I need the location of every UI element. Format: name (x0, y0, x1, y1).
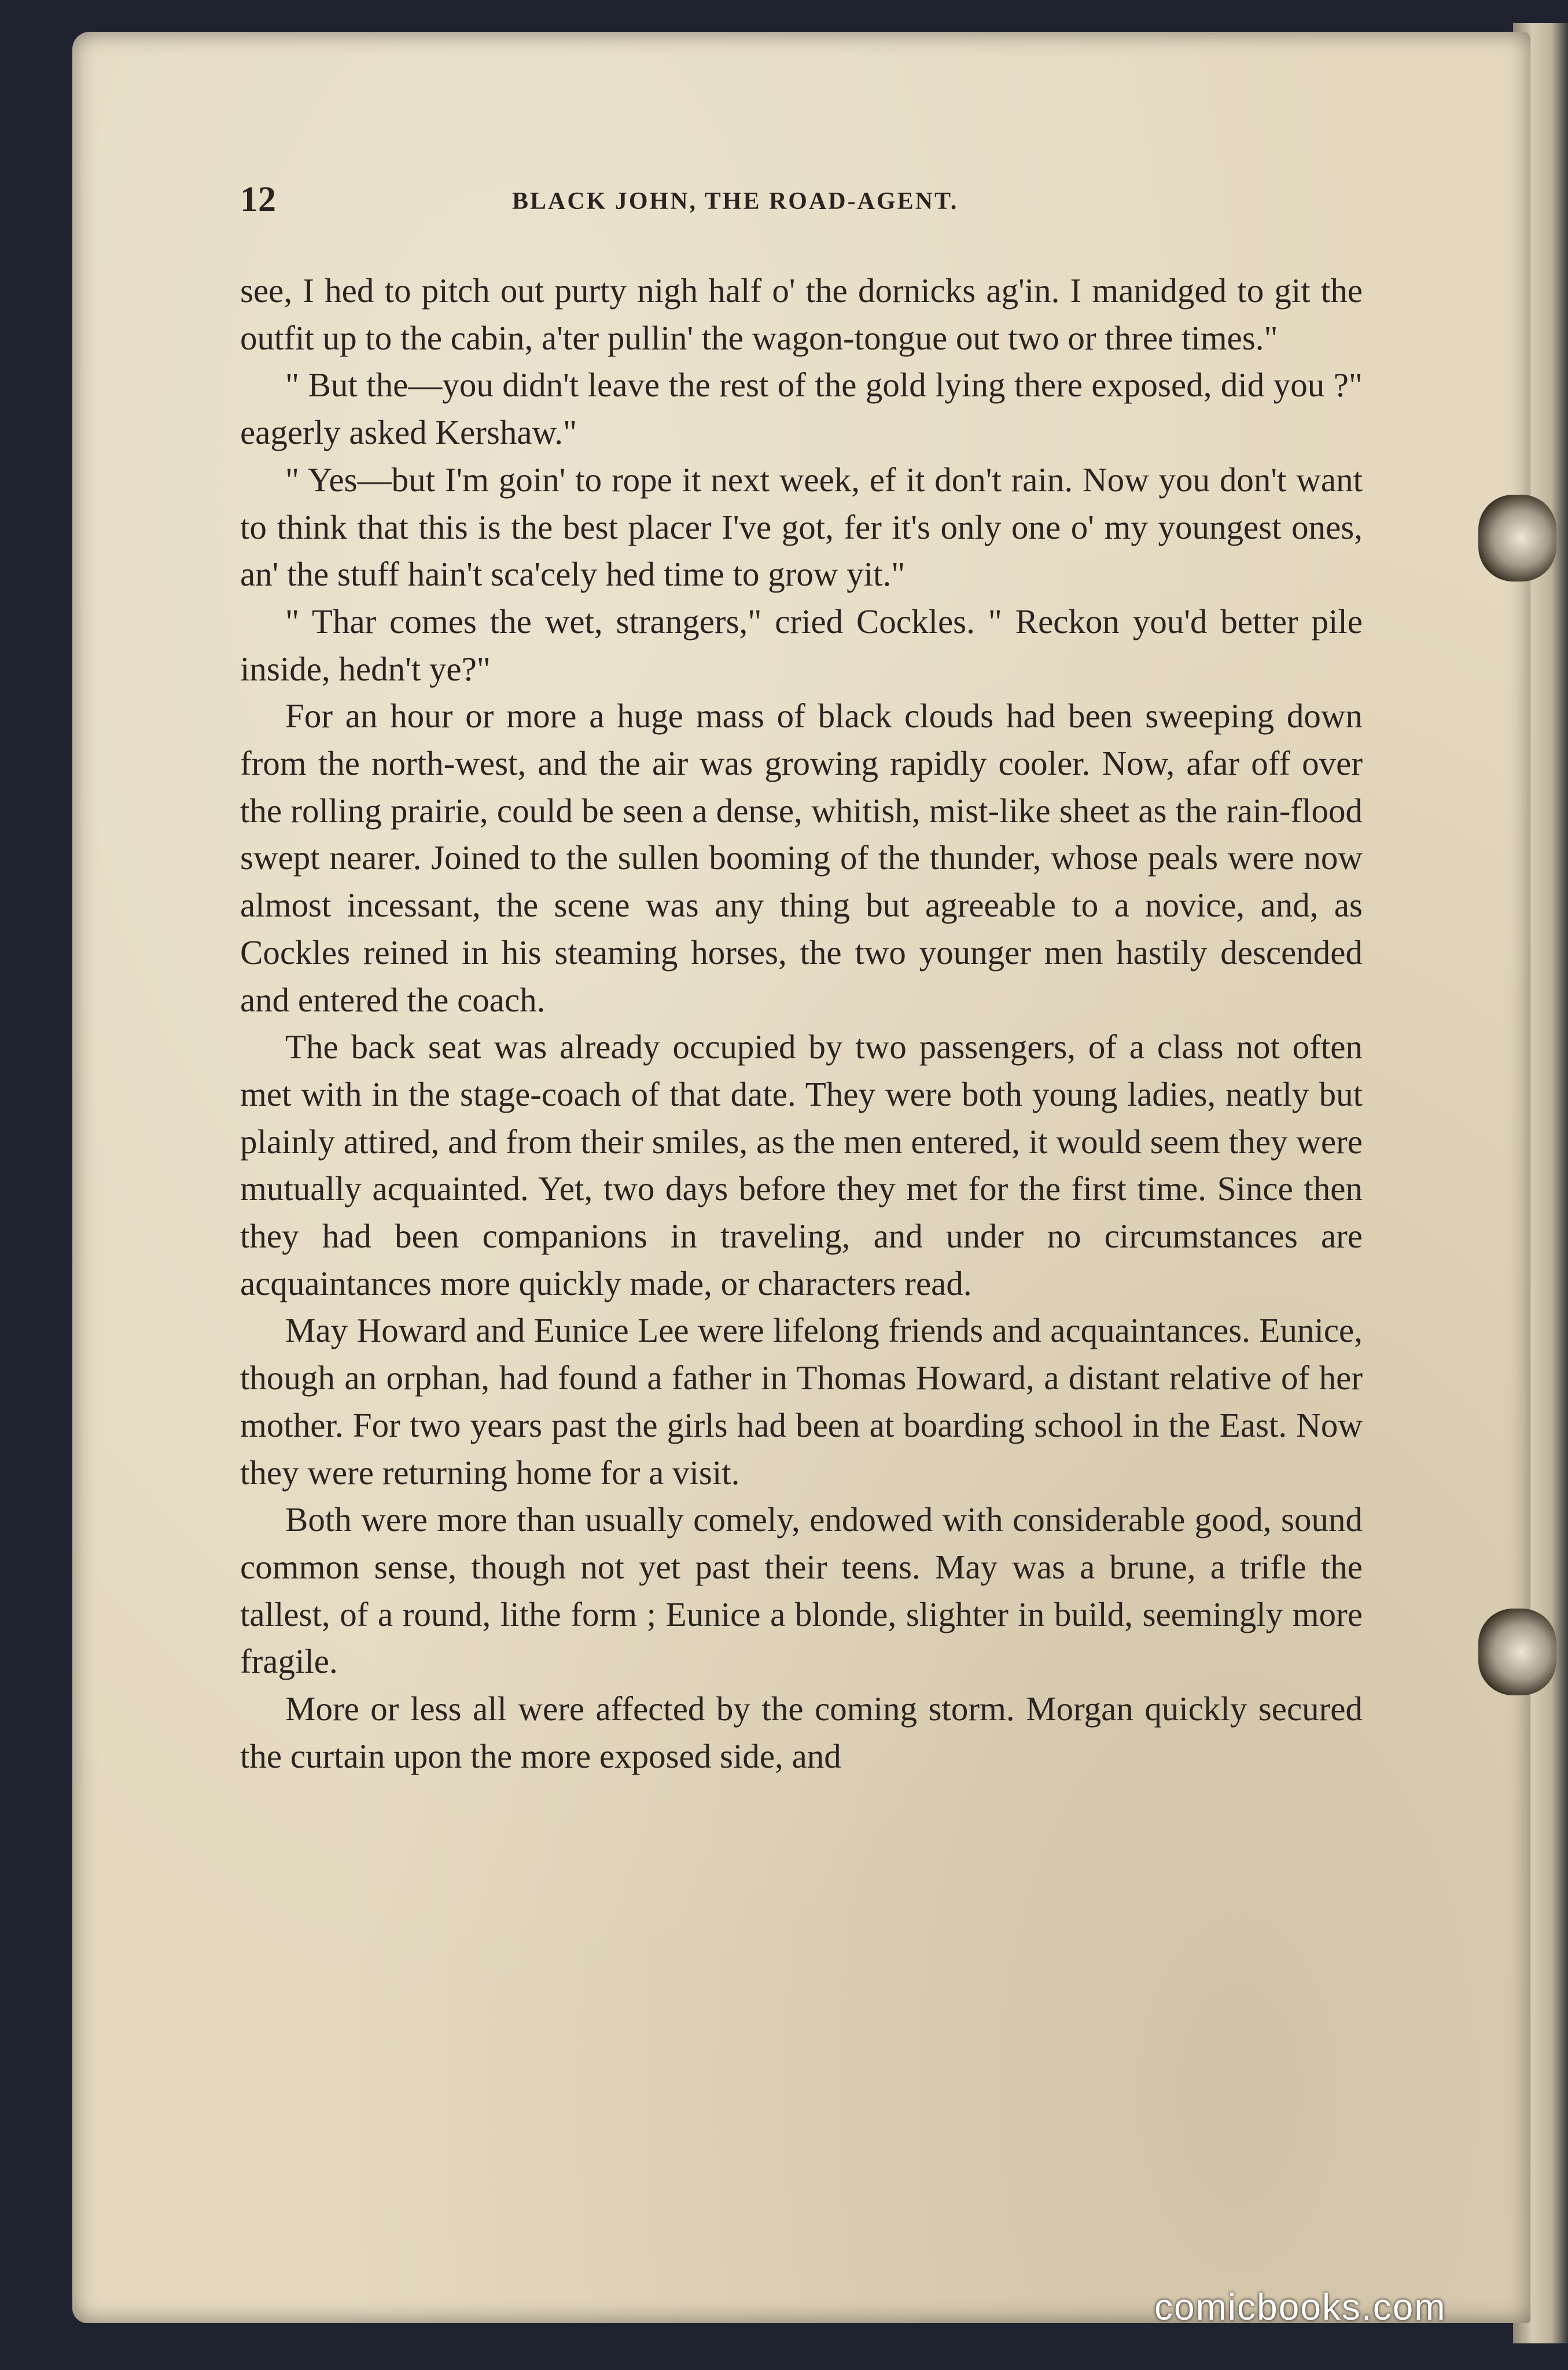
paragraph-6: The back seat was already occupied by two passengers, of a class not often met with in the stage-coach of that date. They were both young ladies, neatly but plainly attired, and from their smiles, as the men entered, it would seem they were mutually acquainted. Yet, two days before they met for the first time. Since then they had been companions in traveling, and under no circumstances are acquaintances more quickly made, or characters read. (240, 1028, 1363, 1302)
paragraph-1: see, I hed to pitch out purty nigh half o' the dornicks ag'in. I manidged to git the outfit up to the cabin, a'ter pullin' the wagon-tongue out two or three times." (240, 271, 1363, 357)
paragraph-9: More or less all were affected by the coming storm. Morgan quickly secured the curtain upon the more exposed side, and (240, 1690, 1363, 1775)
staple-bottom (1478, 1609, 1556, 1695)
running-head: BLACK JOHN, THE ROAD-AGENT. (512, 188, 959, 215)
paragraph-4: " Thar comes the wet, strangers," cried Cockles. " Reckon you'd better pile inside, hedn't ye?" (240, 602, 1363, 688)
page-header (240, 179, 1363, 231)
paragraph-3: " Yes—but I'm goin' to rope it next week, ef it don't rain. Now you don't want to think that this is the best placer I've got, fer it's only one o' my youngest ones, an' the stuff hain't sca'cely hed time to grow yit." (240, 460, 1363, 594)
paragraph-2: " But the—you didn't leave the rest of the gold lying there exposed, did you ?" eagerly asked Kershaw." (240, 366, 1363, 452)
paragraph-7: May Howard and Eunice Lee were lifelong friends and acquaintances. Eunice, though an orphan, had found a father in Thomas Howard, a distant relative of her mother. For two years past the girls had been at boarding school in the East. Now they were returning home for a visit. (240, 1311, 1363, 1492)
paragraph-5: For an hour or more a huge mass of black clouds had been sweeping down from the north-west, and the air was growing rapidly cooler. Now, afar off over the rolling prairie, could be seen a dense, whitish, mist-like sheet as the rain-flood swept nearer. Joined to the sullen booming of the thunder, whose peals were now almost incessant, the scene was any thing but agreeable to a novice, and, as Cockles reined in his steaming horses, the two younger men hastily descended and entered the coach. (240, 697, 1363, 1019)
paragraph-8: Both were more than usually comely, endowed with considerable good, sound common sense, though not yet past their teens. May was a brune, a trifle the tallest, of a round, lithe form ; Eunice a blonde, slighter in build, seemingly more fragile. (240, 1500, 1363, 1681)
body-text (240, 267, 1363, 1780)
watermark: comicbooks.com (1154, 2286, 1446, 2328)
page-number: 12 (240, 180, 276, 219)
staple-top (1478, 495, 1556, 582)
